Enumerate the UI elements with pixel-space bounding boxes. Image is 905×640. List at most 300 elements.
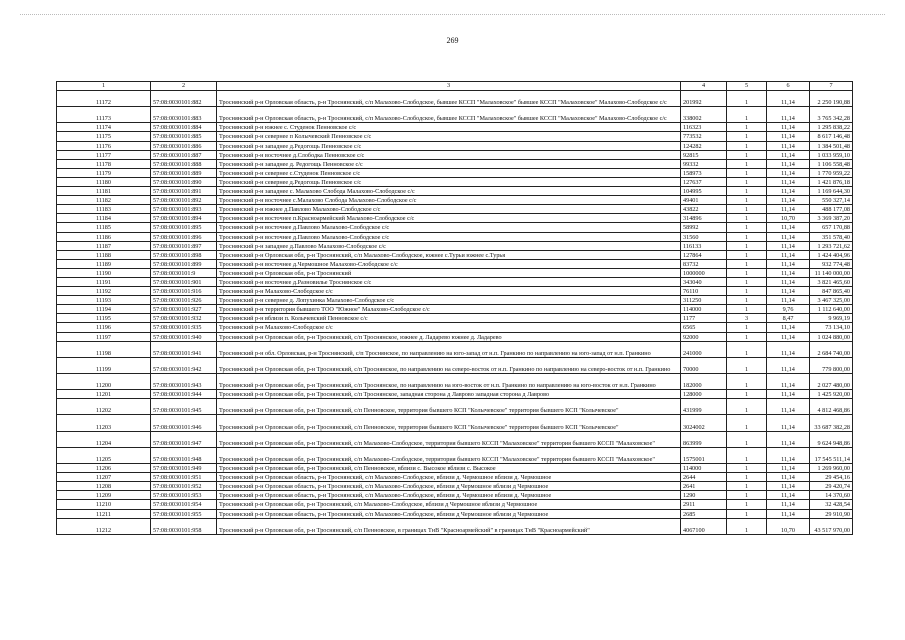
cadastral-number-cell: 57:08:0030101:940: [151, 332, 217, 341]
cadastral-number-cell: 57:08:0030101:944: [151, 390, 217, 399]
count-cell: 1: [727, 374, 767, 390]
row-number-cell: 11188: [57, 250, 151, 259]
row-number-cell: 11173: [57, 107, 151, 123]
count-cell: 1: [727, 187, 767, 196]
rate-cell: 11,14: [767, 259, 810, 268]
area-cell: 1000000: [681, 268, 727, 277]
count-cell: 1: [727, 150, 767, 159]
value-cell: 4 812 468,86: [810, 399, 853, 415]
row-number-cell: 11191: [57, 277, 151, 286]
area-cell: 70000: [681, 357, 727, 373]
location-description-cell: Троснянский р-н Орловская область, р-н Троснянский, с/п Малахово-Слободское, бывшее КССП "Малаховское" бывшее КССП "Малаховское" Малахово-Слободское с/с: [217, 107, 681, 123]
value-cell: 351 578,40: [810, 232, 853, 241]
count-cell: 1: [727, 491, 767, 500]
row-number-cell: 11210: [57, 500, 151, 509]
rate-cell: 11,14: [767, 509, 810, 518]
table-row: [57, 415, 853, 431]
row-number-cell: 11185: [57, 223, 151, 232]
count-cell: 1: [727, 177, 767, 186]
value-cell: 1 424 404,96: [810, 250, 853, 259]
row-number-cell: 11203: [57, 415, 151, 431]
value-cell: 657 170,88: [810, 223, 853, 232]
count-cell: 1: [727, 214, 767, 223]
area-cell: 314896: [681, 214, 727, 223]
area-cell: 1575001: [681, 447, 727, 463]
table-row: [57, 141, 853, 150]
cadastral-number-cell: 57:08:0030101:885: [151, 132, 217, 141]
table-row: [57, 447, 853, 463]
count-cell: 1: [727, 223, 767, 232]
rate-cell: 11,14: [767, 415, 810, 431]
count-cell: 1: [727, 287, 767, 296]
count-cell: 1: [727, 473, 767, 482]
table-row: [57, 500, 853, 509]
cadastral-number-cell: 57:08:0030101:887: [151, 150, 217, 159]
area-cell: 773532: [681, 132, 727, 141]
row-number-cell: 11186: [57, 232, 151, 241]
area-cell: 158973: [681, 168, 727, 177]
value-cell: 2 684 740,00: [810, 341, 853, 357]
cadastral-number-cell: 57:08:0030101:952: [151, 482, 217, 491]
table-row: [57, 314, 853, 323]
row-number-cell: 11182: [57, 196, 151, 205]
area-cell: 127637: [681, 177, 727, 186]
area-cell: 201992: [681, 91, 727, 107]
cadastral-number-cell: 57:08:0030101:946: [151, 415, 217, 431]
area-cell: 76110: [681, 287, 727, 296]
value-cell: 9 624 948,86: [810, 431, 853, 447]
area-cell: 43822: [681, 205, 727, 214]
rate-cell: 11,14: [767, 268, 810, 277]
count-cell: 1: [727, 431, 767, 447]
row-number-cell: 11198: [57, 341, 151, 357]
count-cell: 1: [727, 241, 767, 250]
cadastral-number-cell: 57:08:0030101:9: [151, 268, 217, 277]
count-cell: 1: [727, 268, 767, 277]
value-cell: 1 421 876,18: [810, 177, 853, 186]
location-description-cell: Троснянский р-н Орловская обл, р-н Троснянский, с/п Троснянское, по направлению на юго-восток от н.п. Гранкино по направлению на юго-восток от н.п. Гранкино: [217, 374, 681, 390]
location-description-cell: Троснянский р-н обл. Орловская, р-н Троснянский, с/п Троснянское, по направлению на юго-запад от н.п. Гранкино по направлению на юго-запад от н.п. Гранкино: [217, 341, 681, 357]
table-row: [57, 287, 853, 296]
table-row: [57, 107, 853, 123]
rate-cell: 11,14: [767, 447, 810, 463]
cadastral-number-cell: 57:08:0030101:951: [151, 473, 217, 482]
table-row: [57, 464, 853, 473]
area-cell: 83732: [681, 259, 727, 268]
value-cell: 29 420,74: [810, 482, 853, 491]
table-row: [57, 187, 853, 196]
location-description-cell: Троснянский р-н Малахово-Слободское с/с: [217, 287, 681, 296]
rate-cell: 8,47: [767, 314, 810, 323]
table-row: [57, 518, 853, 534]
table-row: [57, 473, 853, 482]
row-number-cell: 11202: [57, 399, 151, 415]
table-row: [57, 341, 853, 357]
area-cell: 58992: [681, 223, 727, 232]
location-description-cell: Троснянский р-н Орловская обл, р-н Троснянский, с/п Пенновское, территория бывшего КСП "Колычевское" территория бывшего КСП "Колычевское": [217, 399, 681, 415]
row-number-cell: 11176: [57, 141, 151, 150]
row-number-cell: 11192: [57, 287, 151, 296]
cadastral-number-cell: 57:08:0030101:949: [151, 464, 217, 473]
value-cell: 3 467 325,00: [810, 296, 853, 305]
count-cell: 1: [727, 323, 767, 332]
table-row: [57, 431, 853, 447]
rate-cell: 11,14: [767, 250, 810, 259]
table-row: [57, 323, 853, 332]
rate-cell: 11,14: [767, 232, 810, 241]
value-cell: 3 369 387,20: [810, 214, 853, 223]
rate-cell: 11,14: [767, 332, 810, 341]
area-cell: 31560: [681, 232, 727, 241]
table-row: [57, 91, 853, 107]
location-description-cell: Троснянский р-н восточнее д.Павлово Малахово-Слободское с/с: [217, 232, 681, 241]
row-number-cell: 11200: [57, 374, 151, 390]
row-number-cell: 11177: [57, 150, 151, 159]
area-cell: 127864: [681, 250, 727, 259]
area-cell: 114000: [681, 464, 727, 473]
table-row: [57, 509, 853, 518]
area-cell: 241000: [681, 341, 727, 357]
rate-cell: 11,14: [767, 223, 810, 232]
cadastral-number-cell: 57:08:0030101:886: [151, 141, 217, 150]
count-cell: 1: [727, 123, 767, 132]
table-row: [57, 241, 853, 250]
column-header: 4: [681, 82, 727, 91]
rate-cell: 11,14: [767, 296, 810, 305]
count-cell: 1: [727, 447, 767, 463]
cadastral-number-cell: 57:08:0030101:884: [151, 123, 217, 132]
count-cell: 3: [727, 314, 767, 323]
location-description-cell: Троснянский р-н севернее п Колычевский Пенновское с/с: [217, 132, 681, 141]
row-number-cell: 11211: [57, 509, 151, 518]
value-cell: 2 250 190,88: [810, 91, 853, 107]
table-row: [57, 159, 853, 168]
value-cell: 1 024 880,00: [810, 332, 853, 341]
rate-cell: 11,14: [767, 323, 810, 332]
area-cell: 338002: [681, 107, 727, 123]
value-cell: 29 910,90: [810, 509, 853, 518]
rate-cell: 11,14: [767, 150, 810, 159]
count-cell: 1: [727, 91, 767, 107]
cadastral-number-cell: 57:08:0030101:901: [151, 277, 217, 286]
location-description-cell: Троснянский р-н севернее д.Редогощь Пенновское с/с: [217, 177, 681, 186]
row-number-cell: 11184: [57, 214, 151, 223]
location-description-cell: Троснянский р-н Орловская обл, р-н Троснянский, с/п Троснянское, западная сторона д Лаврово западная сторона д Лаврово: [217, 390, 681, 399]
location-description-cell: Троснянский р-н Орловская область, р-н Троснянский, с/п Малахово-Слободское, бывшее КССП "Малаховское" бывшее КССП "Малаховское" Малахово-Слободское с/с: [217, 91, 681, 107]
row-number-cell: 11189: [57, 259, 151, 268]
row-number-cell: 11183: [57, 205, 151, 214]
table-row: [57, 168, 853, 177]
cadastral-number-cell: 57:08:0030101:927: [151, 305, 217, 314]
location-description-cell: Троснянский р-н Орловская область, р-н Троснянский, с/п Малахово-Слободское, вблизи д Чермошное вблизи д Чермошное: [217, 509, 681, 518]
column-header: 5: [727, 82, 767, 91]
table-row: [57, 250, 853, 259]
location-description-cell: Троснянский р-н Малахово-Слободское с/с: [217, 323, 681, 332]
row-number-cell: 11195: [57, 314, 151, 323]
rate-cell: 11,14: [767, 277, 810, 286]
rate-cell: 9,76: [767, 305, 810, 314]
location-description-cell: Троснянский р-н Орловская обл, р-н Троснянский: [217, 268, 681, 277]
location-description-cell: Троснянский р-н восточнее д.Павлово Малахово-Слободское с/с: [217, 223, 681, 232]
row-number-cell: 11174: [57, 123, 151, 132]
cadastral-number-cell: 57:08:0030101:942: [151, 357, 217, 373]
area-cell: 2911: [681, 500, 727, 509]
area-cell: 863999: [681, 431, 727, 447]
page-number: 269: [446, 36, 459, 45]
value-cell: 32 428,54: [810, 500, 853, 509]
rate-cell: 11,14: [767, 132, 810, 141]
count-cell: 1: [727, 107, 767, 123]
count-cell: 1: [727, 159, 767, 168]
value-cell: 43 517 970,00: [810, 518, 853, 534]
value-cell: 488 177,08: [810, 205, 853, 214]
location-description-cell: Троснянский р-н западнее д. Редогощь Пенновское с/с: [217, 159, 681, 168]
area-cell: 3024002: [681, 415, 727, 431]
scan-edge-marks: [20, 14, 885, 19]
location-description-cell: Троснянский р-н Орловская обл, р-н Троснянский, с/п Троснянское, по направлению на северо-восток от н.п. Гранкино по направлению на северо-восток от н.п. Гранкино: [217, 357, 681, 373]
location-description-cell: Троснянский р-н севернее д. Лопухинка Малахово-Слободское с/с: [217, 296, 681, 305]
cadastral-number-cell: 57:08:0030101:955: [151, 509, 217, 518]
area-cell: 1177: [681, 314, 727, 323]
count-cell: 1: [727, 232, 767, 241]
row-number-cell: 11187: [57, 241, 151, 250]
value-cell: 17 545 511,14: [810, 447, 853, 463]
area-cell: 311250: [681, 296, 727, 305]
table-row: [57, 305, 853, 314]
location-description-cell: Троснянский р-н восточнее д.Чермошное Малахово-Слободское с/с: [217, 259, 681, 268]
count-cell: 1: [727, 500, 767, 509]
row-number-cell: 11179: [57, 168, 151, 177]
row-number-cell: 11193: [57, 296, 151, 305]
cadastral-number-cell: 57:08:0030101:948: [151, 447, 217, 463]
count-cell: 1: [727, 205, 767, 214]
location-description-cell: Троснянский р-н севернее с.Студенок Пенновское с/с: [217, 168, 681, 177]
table-row: [57, 374, 853, 390]
rate-cell: 11,14: [767, 196, 810, 205]
count-cell: 1: [727, 518, 767, 534]
value-cell: 932 774,48: [810, 259, 853, 268]
table-row: [57, 482, 853, 491]
value-cell: 1 169 644,30: [810, 187, 853, 196]
cadastral-number-cell: 57:08:0030101:883: [151, 107, 217, 123]
rate-cell: 11,14: [767, 357, 810, 373]
row-number-cell: 11180: [57, 177, 151, 186]
cadastral-number-cell: 57:08:0030101:882: [151, 91, 217, 107]
cadastral-number-cell: 57:08:0030101:926: [151, 296, 217, 305]
header-row: [57, 82, 853, 91]
table-row: [57, 390, 853, 399]
cadastral-number-cell: 57:08:0030101:932: [151, 314, 217, 323]
cadastral-number-cell: 57:08:0030101:892: [151, 196, 217, 205]
count-cell: 1: [727, 341, 767, 357]
rate-cell: 10,70: [767, 518, 810, 534]
location-description-cell: Троснянский р-н Орловская обл, р-н Троснянский, с/п Малахово-Слободское, территория бывшего КССП "Малаховское" территория бывшего КССП "Малаховское": [217, 431, 681, 447]
count-cell: 1: [727, 296, 767, 305]
count-cell: 1: [727, 357, 767, 373]
table-row: [57, 205, 853, 214]
value-cell: 29 454,16: [810, 473, 853, 482]
row-number-cell: 11197: [57, 332, 151, 341]
cadastral-number-cell: 57:08:0030101:891: [151, 187, 217, 196]
count-cell: 1: [727, 132, 767, 141]
area-cell: 92815: [681, 150, 727, 159]
value-cell: 14 370,60: [810, 491, 853, 500]
table-row: [57, 491, 853, 500]
table-row: [57, 332, 853, 341]
row-number-cell: 11172: [57, 91, 151, 107]
row-number-cell: 11194: [57, 305, 151, 314]
value-cell: 1 033 959,10: [810, 150, 853, 159]
rate-cell: 11,14: [767, 464, 810, 473]
row-number-cell: 11190: [57, 268, 151, 277]
location-description-cell: Троснянский р-н восточнее д.Разновилье Троснянское с/с: [217, 277, 681, 286]
rate-cell: 11,14: [767, 168, 810, 177]
area-cell: 1290: [681, 491, 727, 500]
cadastral-number-cell: 57:08:0030101:954: [151, 500, 217, 509]
location-description-cell: Троснянский р-н территория бывшего ТОО "Южное" Малахово-Слободское с/с: [217, 305, 681, 314]
cadastral-number-cell: 57:08:0030101:894: [151, 214, 217, 223]
area-cell: 6565: [681, 323, 727, 332]
table-row: [57, 196, 853, 205]
location-description-cell: Троснянский р-н Орловская обл, р-н Троснянский, с/п Пенновское, территория бывшего КСП "Колычевское" территория бывшего КСП "Колычевское": [217, 415, 681, 431]
rate-cell: 11,14: [767, 141, 810, 150]
value-cell: 73 134,10: [810, 323, 853, 332]
rate-cell: 11,14: [767, 399, 810, 415]
rate-cell: 11,14: [767, 500, 810, 509]
value-cell: 550 327,14: [810, 196, 853, 205]
value-cell: 1 293 721,62: [810, 241, 853, 250]
area-cell: 99332: [681, 159, 727, 168]
table-row: [57, 223, 853, 232]
location-description-cell: Троснянский р-н Орловская обл, р-н Троснянский, с/п Троснянское, южнее д. Ладарево южнее д. Ладарево: [217, 332, 681, 341]
rate-cell: 11,14: [767, 431, 810, 447]
count-cell: 1: [727, 168, 767, 177]
location-description-cell: Троснянский р-н западнее д.Павлово Малахово-Слободское с/с: [217, 241, 681, 250]
cadastral-number-cell: 57:08:0030101:893: [151, 205, 217, 214]
rate-cell: 11,14: [767, 123, 810, 132]
area-cell: 104995: [681, 187, 727, 196]
rate-cell: 11,14: [767, 341, 810, 357]
cadastral-number-cell: 57:08:0030101:899: [151, 259, 217, 268]
row-number-cell: 11181: [57, 187, 151, 196]
location-description-cell: Троснянский р-н вблизи п. Колычевский Пенновское с/с: [217, 314, 681, 323]
value-cell: 779 800,00: [810, 357, 853, 373]
count-cell: 1: [727, 305, 767, 314]
value-cell: 1 770 959,22: [810, 168, 853, 177]
value-cell: 9 969,19: [810, 314, 853, 323]
rate-cell: 11,14: [767, 287, 810, 296]
cadastral-number-cell: 57:08:0030101:945: [151, 399, 217, 415]
rate-cell: 11,14: [767, 187, 810, 196]
table-row: [57, 268, 853, 277]
area-cell: 116133: [681, 241, 727, 250]
row-number-cell: 11206: [57, 464, 151, 473]
table-row: [57, 132, 853, 141]
row-number-cell: 11196: [57, 323, 151, 332]
cadastral-number-cell: 57:08:0030101:958: [151, 518, 217, 534]
rate-cell: 10,70: [767, 214, 810, 223]
value-cell: 847 865,40: [810, 287, 853, 296]
row-number-cell: 11199: [57, 357, 151, 373]
rate-cell: 11,14: [767, 91, 810, 107]
area-cell: 343040: [681, 277, 727, 286]
location-description-cell: Троснянский р-н восточнее п.Красноармейский Малахово-Слободское с/с: [217, 214, 681, 223]
count-cell: 1: [727, 390, 767, 399]
location-description-cell: Троснянский р-н Орловская область, р-н Троснянский, с/п Малахово-Слободское, вблизи д. Чермошное вблизи д. Чермошное: [217, 491, 681, 500]
count-cell: 1: [727, 482, 767, 491]
table-row: [57, 177, 853, 186]
table-row: [57, 296, 853, 305]
location-description-cell: Троснянский р-н южнее д.Павлово Малахово-Слободское с/с: [217, 205, 681, 214]
area-cell: 92000: [681, 332, 727, 341]
count-cell: 1: [727, 259, 767, 268]
column-header: 2: [151, 82, 217, 91]
row-number-cell: 11205: [57, 447, 151, 463]
count-cell: 1: [727, 196, 767, 205]
area-cell: 49401: [681, 196, 727, 205]
location-description-cell: Троснянский р-н Орловская область, р-н Троснянский, с/п Малахово-Слободское, вблизи д. Чермошное вблизи д. Чермошное: [217, 473, 681, 482]
cadastral-number-cell: 57:08:0030101:896: [151, 232, 217, 241]
value-cell: 1 425 920,00: [810, 390, 853, 399]
row-number-cell: 11212: [57, 518, 151, 534]
value-cell: 1 384 501,48: [810, 141, 853, 150]
area-cell: 2685: [681, 509, 727, 518]
location-description-cell: Троснянский р-н западнее с. Малахово Слобода Малахово-Слободское с/с: [217, 187, 681, 196]
location-description-cell: Троснянский р-н Орловская область, р-н Троснянский, с/п Малахово-Слободское, вблизи д Чермошное вблизи д Чермошное: [217, 482, 681, 491]
location-description-cell: Троснянский р-н Орловская обл, р-н Троснянский, с/п Малахово-Слободское, территория бывшего КССП "Малаховское" территория бывшего КССП "Малаховское": [217, 447, 681, 463]
cadastral-number-cell: 57:08:0030101:935: [151, 323, 217, 332]
cadastral-number-cell: 57:08:0030101:895: [151, 223, 217, 232]
rate-cell: 11,14: [767, 482, 810, 491]
cadastral-number-cell: 57:08:0030101:916: [151, 287, 217, 296]
column-header: 6: [767, 82, 810, 91]
table-row: [57, 277, 853, 286]
rate-cell: 11,14: [767, 491, 810, 500]
area-cell: 128000: [681, 390, 727, 399]
location-description-cell: Троснянский р-н южнее с. Студенок Пенновское с/с: [217, 123, 681, 132]
table-row: [57, 259, 853, 268]
cadastral-number-cell: 57:08:0030101:947: [151, 431, 217, 447]
value-cell: 2 027 480,00: [810, 374, 853, 390]
area-cell: 2641: [681, 482, 727, 491]
value-cell: 3 765 342,28: [810, 107, 853, 123]
row-number-cell: 11175: [57, 132, 151, 141]
column-header: 7: [810, 82, 853, 91]
row-number-cell: 11207: [57, 473, 151, 482]
value-cell: 11 140 000,00: [810, 268, 853, 277]
rate-cell: 11,14: [767, 159, 810, 168]
value-cell: 1 106 558,48: [810, 159, 853, 168]
cadastral-number-cell: 57:08:0030101:898: [151, 250, 217, 259]
count-cell: 1: [727, 415, 767, 431]
row-number-cell: 11201: [57, 390, 151, 399]
table-row: [57, 214, 853, 223]
table-row: [57, 399, 853, 415]
count-cell: 1: [727, 277, 767, 286]
count-cell: 1: [727, 464, 767, 473]
cadastral-number-cell: 57:08:0030101:953: [151, 491, 217, 500]
cadastral-number-cell: 57:08:0030101:888: [151, 159, 217, 168]
value-cell: 1 269 960,00: [810, 464, 853, 473]
value-cell: 1 295 838,22: [810, 123, 853, 132]
row-number-cell: 11204: [57, 431, 151, 447]
table-row: [57, 357, 853, 373]
rate-cell: 11,14: [767, 374, 810, 390]
area-cell: 431999: [681, 399, 727, 415]
cadastral-number-cell: 57:08:0030101:943: [151, 374, 217, 390]
value-cell: 3 821 465,60: [810, 277, 853, 286]
table-row: [57, 150, 853, 159]
